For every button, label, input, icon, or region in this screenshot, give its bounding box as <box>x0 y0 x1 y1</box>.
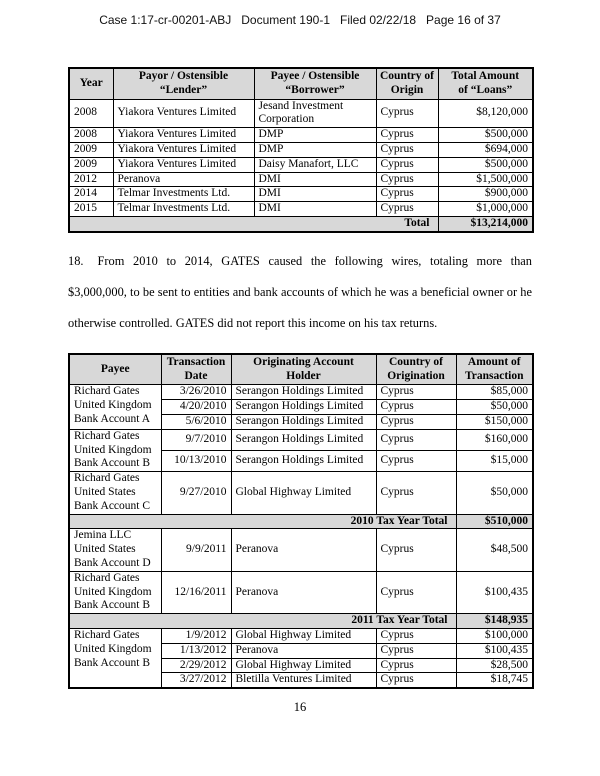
wire-payee-cell: Richard Gates United Kingdom Bank Account B <box>69 429 161 471</box>
wire-row <box>69 472 533 514</box>
column-header-amount-of-transaction: Amount of Transaction <box>456 354 533 385</box>
wire-amount-cell: $18,745 <box>456 673 533 688</box>
wire-country-cell: Cyprus <box>376 385 456 400</box>
wire-country-cell: Cyprus <box>376 400 456 415</box>
loans-table <box>68 67 534 233</box>
wire-amount-cell: $28,500 <box>456 658 533 673</box>
column-header-originating-account-holder: Originating Account Holder <box>231 354 376 385</box>
loan-payor-cell: Yiakora Ventures Limited <box>113 157 254 172</box>
wire-payee-cell: Richard Gates United Kingdom Bank Account B <box>69 628 161 688</box>
loan-payor-cell: Telmar Investments Ltd. <box>113 202 254 217</box>
wire-payee-cell: Richard Gates United Kingdom Bank Account A <box>69 385 161 429</box>
loans-total-value: $13,214,000 <box>438 216 533 231</box>
wire-date-cell: 9/7/2010 <box>161 429 231 450</box>
wire-holder-cell: Serangon Holdings Limited <box>231 429 376 450</box>
loan-payee-cell: DMP <box>254 128 376 143</box>
loan-amount-cell: $694,000 <box>438 142 533 157</box>
tax-year-total-value: $510,000 <box>456 514 533 529</box>
wire-date-cell: 2/29/2012 <box>161 658 231 673</box>
loan-country-cell: Cyprus <box>376 99 438 128</box>
wire-country-cell: Cyprus <box>376 658 456 673</box>
wire-country-cell: Cyprus <box>376 529 456 571</box>
loan-payee-cell: DMI <box>254 187 376 202</box>
loan-country-cell: Cyprus <box>376 172 438 187</box>
wire-amount-cell: $15,000 <box>456 450 533 471</box>
wire-holder-cell: Serangon Holdings Limited <box>231 400 376 415</box>
loan-row <box>69 128 533 143</box>
tax-year-total-label: 2011 Tax Year Total <box>69 614 456 629</box>
loan-year-cell: 2009 <box>69 142 113 157</box>
wire-date-cell: 1/9/2012 <box>161 628 231 643</box>
wire-amount-cell: $150,000 <box>456 414 533 429</box>
wire-amount-cell: $48,500 <box>456 529 533 571</box>
loan-amount-cell: $500,000 <box>438 157 533 172</box>
wire-holder-cell: Peranova <box>231 529 376 571</box>
loan-payor-cell: Peranova <box>113 172 254 187</box>
loan-row <box>69 187 533 202</box>
loan-payee-cell: Jesand Investment Corporation <box>254 99 376 128</box>
loan-country-cell: Cyprus <box>376 187 438 202</box>
wire-row <box>69 628 533 643</box>
loan-country-cell: Cyprus <box>376 157 438 172</box>
wire-holder-cell: Global Highway Limited <box>231 472 376 514</box>
wire-date-cell: 4/20/2010 <box>161 400 231 415</box>
wire-country-cell: Cyprus <box>376 414 456 429</box>
wire-date-cell: 3/27/2012 <box>161 673 231 688</box>
column-header-payee: Payee <box>69 354 161 385</box>
wire-date-cell: 9/27/2010 <box>161 472 231 514</box>
loans-header-row <box>69 68 533 99</box>
loan-amount-cell: $1,000,000 <box>438 202 533 217</box>
loan-amount-cell: $8,120,000 <box>438 99 533 128</box>
loan-year-cell: 2012 <box>69 172 113 187</box>
wires-header-row <box>69 354 533 385</box>
loan-payor-cell: Yiakora Ventures Limited <box>113 142 254 157</box>
loan-year-cell: 2009 <box>69 157 113 172</box>
loan-payee-cell: DMP <box>254 142 376 157</box>
wire-amount-cell: $100,435 <box>456 643 533 658</box>
column-header-total-amount: Total Amount of “Loans” <box>438 68 533 99</box>
wire-date-cell: 9/9/2011 <box>161 529 231 571</box>
paragraph-text: From 2010 to 2014, GATES caused the following wires, totaling more than $3,000,000, to be sent to entities and bank accounts of which he was a beneficial owner or he otherwise controlled. GATES did not report this income on his tax returns. <box>68 253 532 330</box>
wire-holder-cell: Bletilla Ventures Limited <box>231 673 376 688</box>
wire-country-cell: Cyprus <box>376 628 456 643</box>
column-header-year: Year <box>69 68 113 99</box>
loan-country-cell: Cyprus <box>376 128 438 143</box>
loans-total-label: Total <box>69 216 438 231</box>
loan-row <box>69 172 533 187</box>
case-caption: Case 1:17-cr-00201-ABJ Document 190-1 Filed 02/22/18 Page 16 of 37 <box>99 13 501 27</box>
tax-year-total-label: 2010 Tax Year Total <box>69 514 456 529</box>
wire-row <box>69 385 533 400</box>
loan-amount-cell: $900,000 <box>438 187 533 202</box>
column-header-payee-borrower: Payee / Ostensible “Borrower” <box>254 68 376 99</box>
wire-country-cell: Cyprus <box>376 472 456 514</box>
wire-holder-cell: Serangon Holdings Limited <box>231 385 376 400</box>
wire-amount-cell: $50,000 <box>456 400 533 415</box>
loan-row <box>69 99 533 128</box>
loans-total-row <box>69 216 533 231</box>
wire-country-cell: Cyprus <box>376 673 456 688</box>
loan-year-cell: 2015 <box>69 202 113 217</box>
paragraph-number: 18. <box>68 253 84 268</box>
wire-amount-cell: $100,000 <box>456 628 533 643</box>
wire-holder-cell: Serangon Holdings Limited <box>231 450 376 471</box>
loan-payee-cell: Daisy Manafort, LLC <box>254 157 376 172</box>
loan-payee-cell: DMI <box>254 202 376 217</box>
wire-country-cell: Cyprus <box>376 571 456 613</box>
loan-payor-cell: Telmar Investments Ltd. <box>113 187 254 202</box>
wire-row <box>69 529 533 571</box>
wire-row <box>69 429 533 450</box>
loan-year-cell: 2014 <box>69 187 113 202</box>
wire-holder-cell: Peranova <box>231 643 376 658</box>
wire-date-cell: 1/13/2012 <box>161 643 231 658</box>
wire-amount-cell: $160,000 <box>456 429 533 450</box>
wire-country-cell: Cyprus <box>376 429 456 450</box>
wire-holder-cell: Global Highway Limited <box>231 658 376 673</box>
loan-payor-cell: Yiakora Ventures Limited <box>113 128 254 143</box>
wire-date-cell: 5/6/2010 <box>161 414 231 429</box>
tax-year-total-value: $148,935 <box>456 614 533 629</box>
column-header-transaction-date: Transaction Date <box>161 354 231 385</box>
column-header-country-of-origin: Country of Origin <box>376 68 438 99</box>
column-header-country-of-origination: Country of Origination <box>376 354 456 385</box>
loan-payee-cell: DMI <box>254 172 376 187</box>
wire-country-cell: Cyprus <box>376 643 456 658</box>
loan-country-cell: Cyprus <box>376 202 438 217</box>
tax-year-total-row <box>69 614 533 629</box>
wire-holder-cell: Serangon Holdings Limited <box>231 414 376 429</box>
loan-year-cell: 2008 <box>69 99 113 128</box>
wire-payee-cell: Richard Gates United States Bank Account C <box>69 472 161 514</box>
wire-date-cell: 12/16/2011 <box>161 571 231 613</box>
wire-holder-cell: Global Highway Limited <box>231 628 376 643</box>
wire-date-cell: 10/13/2010 <box>161 450 231 471</box>
wire-payee-cell: Richard Gates United Kingdom Bank Account B <box>69 571 161 613</box>
column-header-payor-lender: Payor / Ostensible “Lender” <box>113 68 254 99</box>
wire-amount-cell: $100,435 <box>456 571 533 613</box>
wire-amount-cell: $50,000 <box>456 472 533 514</box>
page-number: 16 <box>293 700 307 715</box>
wire-payee-cell: Jemina LLC United States Bank Account D <box>69 529 161 571</box>
wire-amount-cell: $85,000 <box>456 385 533 400</box>
wire-row <box>69 571 533 613</box>
wires-table <box>68 353 534 689</box>
loan-amount-cell: $500,000 <box>438 128 533 143</box>
tax-year-total-row <box>69 514 533 529</box>
loan-year-cell: 2008 <box>69 128 113 143</box>
loan-payor-cell: Yiakora Ventures Limited <box>113 99 254 128</box>
wire-date-cell: 3/26/2010 <box>161 385 231 400</box>
wire-holder-cell: Peranova <box>231 571 376 613</box>
loan-country-cell: Cyprus <box>376 142 438 157</box>
wire-country-cell: Cyprus <box>376 450 456 471</box>
loan-amount-cell: $1,500,000 <box>438 172 533 187</box>
loan-row <box>69 202 533 217</box>
loan-row <box>69 157 533 172</box>
loan-row <box>69 142 533 157</box>
paragraph-18 <box>68 246 532 339</box>
